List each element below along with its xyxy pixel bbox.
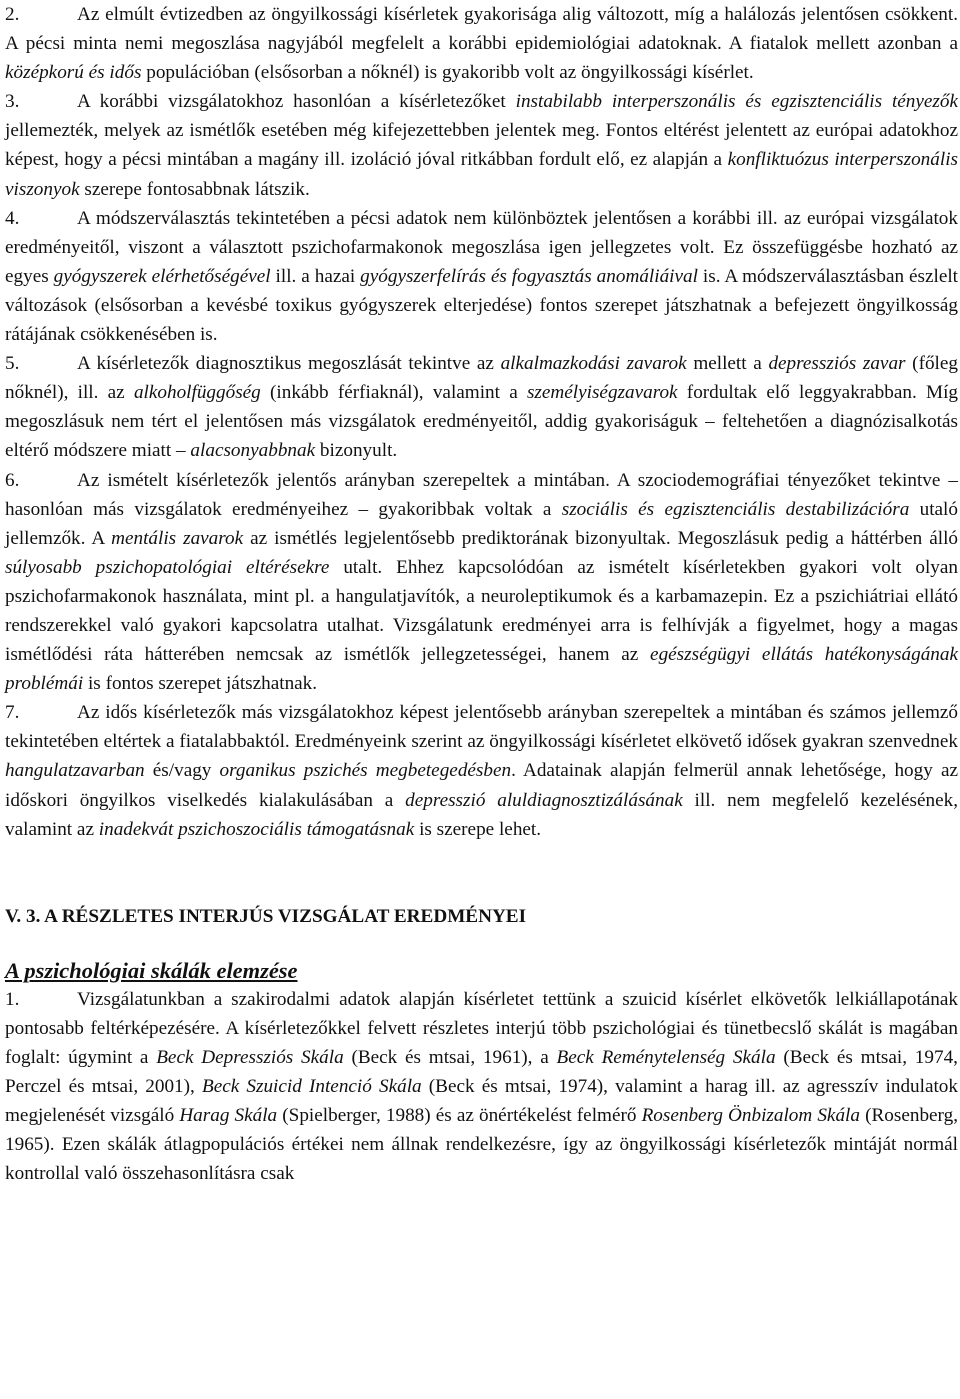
paragraph-2 bbox=[5, 0, 958, 87]
text-segment: . Adatainak alapján felmerül annak lehetősége, hogy az időskori öngyilkos viselkedés kialakulásában a bbox=[5, 760, 958, 811]
italic-term: gyógyszerfelírás és fogyasztás anomáliáival bbox=[360, 265, 698, 287]
text-segment: A módszerválasztás tekintetében a pécsi adatok nem különböztek jelentősen a korábbi ill. az európai vizsgálatok eredményeitől, viszont a választott pszichofarmakonok megoszlása igen jellegzetes volt. Ez összefüggésbe hozható az egyes bbox=[5, 207, 958, 287]
text-segment: (Spielberger, 1988) és az önértékelést felmérő bbox=[277, 1105, 642, 1127]
text-segment: (inkább férfiaknál), valamint a bbox=[260, 382, 527, 404]
text-segment: is szerepe lehet. bbox=[414, 818, 542, 840]
paragraph-number: 4. bbox=[5, 207, 20, 229]
italic-term: egészségügyi ellátás hatékonyságának problémái bbox=[5, 644, 959, 695]
text-segment: Vizsgálatunkban a szakirodalmi adatok alapján kísérletet tettünk a szuicid kísérlet elkövetők lelkiállapotának pontosabb feltérképezésére. A kísérletezőkkel felvett részletes interjú több pszichológiai és tünetbecslő skálát is magában foglalt: úgymint a bbox=[5, 988, 958, 1068]
section-spacer bbox=[5, 844, 958, 902]
italic-term: organikus pszichés megbetegedésben bbox=[219, 760, 512, 782]
subsection-title: A pszichológiai skálák elemzése bbox=[5, 957, 298, 983]
italic-term: Rosenberg Önbizalom Skála bbox=[641, 1105, 860, 1127]
italic-term: Beck Reménytelenség Skála bbox=[556, 1046, 776, 1068]
text-segment: utalt. Ehhez kapcsolódóan az ismételt kísérletekben gyakori volt olyan pszichofarmakonok használata, mint pl. a hangulatjavítók, a neuroleptikumok és a karbamazepin. Ez a pszichiátriai ellátó rendszerekkel való gyakori kapcsolatra utalhat. Vizsgálatunk eredményei arra is felhívják a figyelmet, hogy a magas ismétlődési ráta hátterében nemcsak az ismétlők jellegzetességei, hanem az bbox=[5, 556, 958, 666]
paragraphs-bottom bbox=[5, 985, 958, 1189]
paragraphs-top bbox=[5, 0, 958, 844]
italic-term: alkalmazkodási zavarok bbox=[500, 353, 687, 375]
italic-term: súlyosabb pszichopatológiai eltérésekre bbox=[5, 556, 330, 578]
paragraph-7 bbox=[5, 698, 958, 843]
text-segment: (Beck és mtsai, 1974), valamint a harag ill. az agresszív indulatok megjelenését vizsgáló bbox=[5, 1076, 958, 1127]
text-segment: utaló jellemzők. A bbox=[5, 498, 958, 549]
text-segment: A korábbi vizsgálatokhoz hasonlóan a kísérletezőket bbox=[77, 91, 516, 113]
text-segment: és/vagy bbox=[144, 760, 220, 782]
paragraph-number: 2. bbox=[5, 4, 20, 25]
text-segment: is fontos szerepet játszhatnak. bbox=[83, 673, 318, 695]
text-segment: (Rosenberg, 1965). Ezen skálák átlagpopulációs értékei nem állnak rendelkezésre, így az öngyilkossági kísérletezők mintáját normál kontrollal való összehasonlításra csak bbox=[5, 1105, 958, 1185]
italic-term: személyiségzavarok bbox=[526, 382, 678, 404]
italic-term: Beck Depressziós Skála bbox=[156, 1046, 344, 1068]
italic-term: Beck Szuicid Intenció Skála bbox=[201, 1076, 422, 1097]
paragraph-number: 3. bbox=[5, 91, 20, 113]
paragraph-5 bbox=[5, 349, 958, 465]
paragraph-number: 1. bbox=[5, 988, 20, 1010]
text-segment: ill. a hazai bbox=[270, 265, 361, 287]
text-segment: (főleg nőknél), ill. az bbox=[5, 353, 958, 404]
text-segment: Az elmúlt évtizedben az öngyilkossági kísérletek gyakorisága alig változott, míg a halálozás jelentősen csökkent. A pécsi minta nemi megoszlása nagyjából megfelelt a korábbi epidemiológiai adatoknak. A fiatalok mellett azonban a bbox=[5, 4, 958, 55]
text-segment: is. A módszerválasztásban észlelt változások (elsősorban a kevésbé toxikus gyógyszerek elterjedése) fontos szerepet játszhatnak a befejezett öngyilkosság rátájának csökkenésében is. bbox=[5, 265, 959, 346]
italic-term: szociális és egzisztenciális destabilizációra bbox=[561, 498, 910, 520]
italic-term: mentális zavarok bbox=[111, 527, 244, 549]
text-segment: mellett a bbox=[686, 353, 769, 375]
text-segment: (Beck és mtsai, 1974, Perczel és mtsai, 2001), bbox=[5, 1046, 958, 1097]
italic-term: depresszió aluldiagnosztizálásának bbox=[405, 789, 683, 811]
italic-term: Harag Skála bbox=[179, 1105, 278, 1127]
italic-term: hangulatzavarban bbox=[5, 760, 145, 782]
paragraph-number: 5. bbox=[5, 353, 20, 375]
text-segment: bizonyult. bbox=[315, 440, 398, 462]
paragraph-number: 7. bbox=[5, 702, 20, 724]
document-page bbox=[5, 0, 958, 1188]
text-segment: szerepe fontosabbnak látszik. bbox=[79, 178, 310, 200]
text-segment: (Beck és mtsai, 1961), a bbox=[343, 1046, 557, 1068]
text-segment: az ismétlés legjelentősebb prediktorának bizonyultak. Megoszlásuk pedig a háttérben álló bbox=[243, 527, 958, 549]
text-segment: Az idős kísérletezők más vizsgálatokhoz képest jelentősebb arányban szerepeltek a mintában és számos jellemző tekintetében eltértek a fiatalabbaktól. Eredményeink szerint az öngyilkossági kísérletet elkövető idősek gyakran szenvednek bbox=[5, 702, 958, 753]
paragraph-6 bbox=[5, 466, 958, 699]
paragraph-1 bbox=[5, 985, 958, 1189]
italic-term: depressziós zavar bbox=[768, 353, 906, 375]
text-segment: A kísérletezők diagnosztikus megoszlását tekintve az bbox=[77, 353, 501, 375]
text-segment: populációban (elsősorban a nőknél) is gyakoribb volt az öngyilkossági kísérlet. bbox=[141, 62, 754, 84]
text-segment: jellemezték, melyek az ismétlők esetében még kifejezettebben jelentek meg. Fontos eltérést jelentett az európai adatokhoz képest, hogy a pécsi mintában a magány ill. izoláció jóval ritkábban fordult elő, ez alapján a bbox=[5, 120, 958, 171]
text-segment: Az ismételt kísérletezők jelentős arányban szerepeltek a mintában. A szociodemográfiai tényezőket tekintve – hasonlóan más vizsgálatok eredményeihez – gyakoribbak voltak a bbox=[5, 469, 958, 520]
text-segment: ill. nem megfelelő kezelésének, valamint az bbox=[5, 789, 958, 840]
text-segment: fordultak elő leggyakrabban. Míg megoszlásuk nem tért el jelentősen más vizsgálatok eredményeitől, addig gyakoriságuk – feltehetően a diagnózisalkotás eltérő módszere miatt – bbox=[5, 382, 958, 462]
italic-term: instabilabb interperszonális és egzisztenciális tényezők bbox=[515, 91, 959, 113]
italic-term: középkorú és idős bbox=[5, 62, 142, 84]
paragraph-3 bbox=[5, 87, 958, 203]
paragraph-number: 6. bbox=[5, 469, 20, 491]
italic-term: inadekvát pszichoszociális támogatásnak bbox=[98, 818, 415, 840]
section-title: V. 3. A RÉSZLETES INTERJÚS VIZSGÁLAT EREDMÉNYEI bbox=[5, 905, 527, 927]
paragraph-4 bbox=[5, 204, 958, 349]
italic-term: gyógyszerek elérhetőségével bbox=[53, 265, 271, 287]
italic-term: konfliktuózus interperszonális viszonyok bbox=[5, 149, 958, 200]
italic-term: alacsonyabbnak bbox=[190, 440, 316, 462]
italic-term: alkoholfüggőség bbox=[133, 382, 261, 404]
